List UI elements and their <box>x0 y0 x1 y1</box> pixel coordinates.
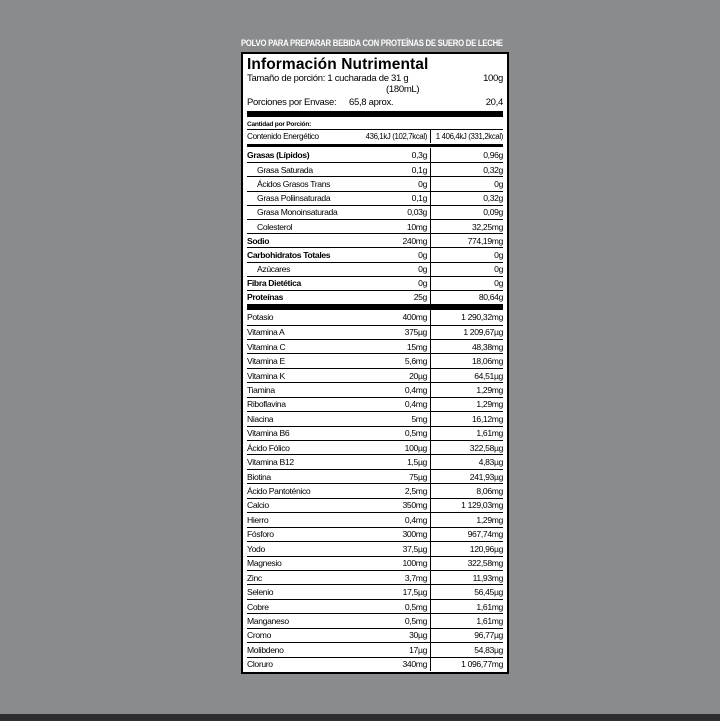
value-per-serving: 0g <box>373 263 431 276</box>
value-per-serving: 350mg <box>373 499 431 512</box>
nutrient-name: Vitamina E <box>247 356 285 367</box>
value-per-serving: 1,5µg <box>373 455 431 468</box>
nutrient-name: Tiamina <box>247 384 275 395</box>
nutrient-row <box>247 233 503 247</box>
nutrient-name: Azúcares <box>257 264 291 275</box>
value-per-100g: 0,96g <box>483 150 503 161</box>
value-per-serving: 25g <box>373 291 431 304</box>
value-per-serving: 0,4mg <box>373 513 431 526</box>
nutrition-facts-label <box>241 52 509 674</box>
value-per-serving: 75µg <box>373 470 431 483</box>
value-per-100g: 1,61mg <box>476 601 503 612</box>
nutrient-name: Manganeso <box>247 615 289 626</box>
value-per-100g: 1,29mg <box>476 514 503 525</box>
value-per-100g: 56,45µg <box>474 587 503 598</box>
value-per-serving: 100µg <box>373 441 431 454</box>
value-per-serving: 0,03g <box>373 206 431 219</box>
value-per-serving: 20µg <box>373 369 431 382</box>
value-per-serving: 17µg <box>373 643 431 656</box>
nutrient-row <box>247 368 503 382</box>
value-per-serving: 0,5mg <box>373 614 431 627</box>
nutrient-row <box>247 148 503 162</box>
value-per-100g: 32,25mg <box>472 221 503 232</box>
nutrient-name: Colesterol <box>257 221 293 232</box>
value-per-serving: 0,1g <box>373 163 431 176</box>
energy-label: Contenido Energético <box>247 132 319 141</box>
value-per-100g: 241,93µg <box>469 471 503 482</box>
value-per-serving: 0,5mg <box>373 600 431 613</box>
nutrient-row <box>247 247 503 261</box>
nutrient-row <box>247 628 503 642</box>
portions-label: Porciones por Envase: <box>247 97 337 108</box>
serving-size-row <box>247 73 503 84</box>
nutrient-name: Vitamina K <box>247 370 285 381</box>
amount-per-serving-header: Cantidad por Porción: <box>247 121 312 128</box>
value-per-100g: 1,61mg <box>476 428 503 439</box>
nutrient-row <box>247 205 503 219</box>
nutrient-row <box>247 325 503 339</box>
nutrient-row <box>247 541 503 555</box>
nutrient-row <box>247 276 503 290</box>
value-per-serving: 0g <box>373 277 431 290</box>
value-per-serving: 300mg <box>373 528 431 541</box>
value-per-100g: 0g <box>494 278 503 289</box>
nutrient-name: Sodio <box>247 235 270 246</box>
nutrient-row <box>247 584 503 598</box>
value-per-serving: 5mg <box>373 412 431 425</box>
portions-per-100g: 20,4 <box>485 97 503 108</box>
value-per-serving: 15mg <box>373 340 431 353</box>
product-description: POLVO PARA PREPARAR BEBIDA CON PROTEÍNAS DE SUERO DE LECHE <box>241 38 503 48</box>
value-per-serving: 5,6mg <box>373 354 431 367</box>
value-per-100g: 1,29mg <box>476 399 503 410</box>
nutrient-row <box>247 162 503 176</box>
value-per-serving: 3,7mg <box>373 571 431 584</box>
nutrient-name: Carbohidratos Totales <box>247 249 331 260</box>
value-per-serving: 100mg <box>373 557 431 570</box>
value-per-serving: 375µg <box>373 326 431 339</box>
energy-per-serving: 436,1kJ (102,7kcal) <box>341 130 431 143</box>
energy-per-100g: 1 406,4kJ (331,2kcal) <box>435 132 503 141</box>
value-per-100g: 11,93mg <box>472 572 503 583</box>
value-per-serving: 30µg <box>373 629 431 642</box>
nutrient-name: Cobre <box>247 601 269 612</box>
nutrient-row <box>247 657 503 671</box>
nutrient-name: Grasas (Lípidos) <box>247 150 310 161</box>
nutrient-name: Niacina <box>247 413 274 424</box>
nutrient-name: Yodo <box>247 543 265 554</box>
value-per-serving: 0,1g <box>373 192 431 205</box>
value-per-serving: 17,5µg <box>373 585 431 598</box>
nutrient-row <box>247 469 503 483</box>
value-per-serving: 0,5mg <box>373 427 431 440</box>
nutrient-row <box>247 483 503 497</box>
value-per-100g: 322,58µg <box>469 442 503 453</box>
nutrient-name: Selenio <box>247 587 274 598</box>
value-per-100g: 0g <box>494 264 503 275</box>
value-per-100g: 1 096,77mg <box>461 659 503 670</box>
nutrient-row <box>247 570 503 584</box>
value-per-100g: 1 209,67µg <box>463 327 503 338</box>
energy-row <box>247 129 503 143</box>
nutrient-name: Grasa Saturada <box>257 164 313 175</box>
value-per-serving: 0,4mg <box>373 383 431 396</box>
value-per-100g: 774,19mg <box>467 235 503 246</box>
value-per-serving: 400mg <box>373 310 431 324</box>
value-per-100g: 0g <box>494 249 503 260</box>
per-100g-header: 100g <box>483 73 503 84</box>
value-per-serving: 240mg <box>373 234 431 247</box>
nutrient-row <box>247 556 503 570</box>
value-per-100g: 0,32g <box>483 164 503 175</box>
nutrient-row <box>247 454 503 468</box>
nutrient-row <box>247 397 503 411</box>
value-per-serving: 10mg <box>373 220 431 233</box>
value-per-serving: 37,5µg <box>373 542 431 555</box>
nutrient-row <box>247 191 503 205</box>
value-per-100g: 80,64g <box>478 292 503 303</box>
nutrient-name: Ácido Pantoténico <box>247 486 311 497</box>
nutrient-row <box>247 411 503 425</box>
nutrient-name: Vitamina A <box>247 327 285 338</box>
nutrient-row <box>247 527 503 541</box>
nutrient-row <box>247 310 503 324</box>
nutrient-name: Vitamina C <box>247 341 286 352</box>
nutrient-name: Fósforo <box>247 529 274 540</box>
label-title: Información Nutrimental <box>247 56 429 73</box>
nutrient-row <box>247 382 503 396</box>
value-per-100g: 1,61mg <box>476 615 503 626</box>
value-per-100g: 18,06mg <box>472 356 503 367</box>
value-per-100g: 0g <box>494 178 503 189</box>
nutrient-name: Cloruro <box>247 659 273 670</box>
value-per-serving: 2,5mg <box>373 484 431 497</box>
nutrient-row <box>247 599 503 613</box>
nutrient-name: Vitamina B6 <box>247 428 290 439</box>
value-per-100g: 54,83µg <box>474 644 503 655</box>
value-per-100g: 48,38mg <box>472 341 503 352</box>
value-per-100g: 4,83µg <box>478 457 503 468</box>
nutrient-name: Molibdeno <box>247 644 284 655</box>
nutrient-row <box>247 290 503 304</box>
nutrient-row <box>247 512 503 526</box>
macronutrients-table <box>247 148 503 304</box>
nutrient-row <box>247 426 503 440</box>
value-per-serving: 0g <box>373 248 431 261</box>
nutrient-name: Potasio <box>247 312 274 323</box>
divider-medium <box>247 144 503 147</box>
nutrient-row <box>247 642 503 656</box>
serving-size-label: Tamaño de porción: 1 cucharada de 31 g <box>247 73 409 84</box>
nutrient-name: Vitamina B12 <box>247 457 294 468</box>
nutrient-name: Riboflavina <box>247 399 286 410</box>
nutrient-name: Ácidos Grasos Trans <box>257 178 331 189</box>
serving-volume: (180mL) <box>386 84 420 95</box>
nutrient-row <box>247 498 503 512</box>
bottom-bar <box>0 714 720 721</box>
value-per-100g: 0,32g <box>483 193 503 204</box>
nutrient-name: Calcio <box>247 500 269 511</box>
value-per-100g: 967,74mg <box>467 529 503 540</box>
nutrient-name: Hierro <box>247 514 269 525</box>
value-per-serving: 0,3g <box>373 148 431 162</box>
value-per-100g: 1 290,32mg <box>461 312 503 323</box>
nutrient-row <box>247 613 503 627</box>
value-per-serving: 0,4mg <box>373 398 431 411</box>
portions-row <box>247 97 503 108</box>
value-per-100g: 16,12mg <box>472 413 503 424</box>
value-per-100g: 8,06mg <box>476 486 503 497</box>
nutrient-row <box>247 176 503 190</box>
value-per-100g: 120,96µg <box>469 543 503 554</box>
value-per-100g: 64,51µg <box>474 370 503 381</box>
nutrient-name: Cromo <box>247 630 272 641</box>
value-per-100g: 1 129,03mg <box>461 500 503 511</box>
nutrient-name: Fibra Dietética <box>247 278 301 289</box>
nutrient-name: Grasa Monoinsaturada <box>257 207 338 218</box>
nutrient-row <box>247 440 503 454</box>
nutrient-name: Grasa Poliinsaturada <box>257 193 331 204</box>
micronutrients-table <box>247 310 503 671</box>
nutrient-row <box>247 353 503 367</box>
value-per-100g: 1,29mg <box>476 384 503 395</box>
value-per-100g: 322,58mg <box>467 558 503 569</box>
value-per-100g: 0,09g <box>483 207 503 218</box>
nutrient-row <box>247 262 503 276</box>
nutrient-name: Magnesio <box>247 558 282 569</box>
nutrient-name: Ácido Fólico <box>247 442 290 453</box>
divider-thick <box>247 111 503 117</box>
nutrient-name: Proteínas <box>247 292 284 303</box>
nutrient-row <box>247 219 503 233</box>
portions-per-serving: 65,8 aprox. <box>349 97 394 108</box>
nutrient-name: Biotina <box>247 471 271 482</box>
nutrient-name: Zinc <box>247 572 262 583</box>
value-per-100g: 96,77µg <box>474 630 503 641</box>
value-per-serving: 0g <box>373 177 431 190</box>
value-per-serving: 340mg <box>373 658 431 671</box>
nutrient-row <box>247 339 503 353</box>
